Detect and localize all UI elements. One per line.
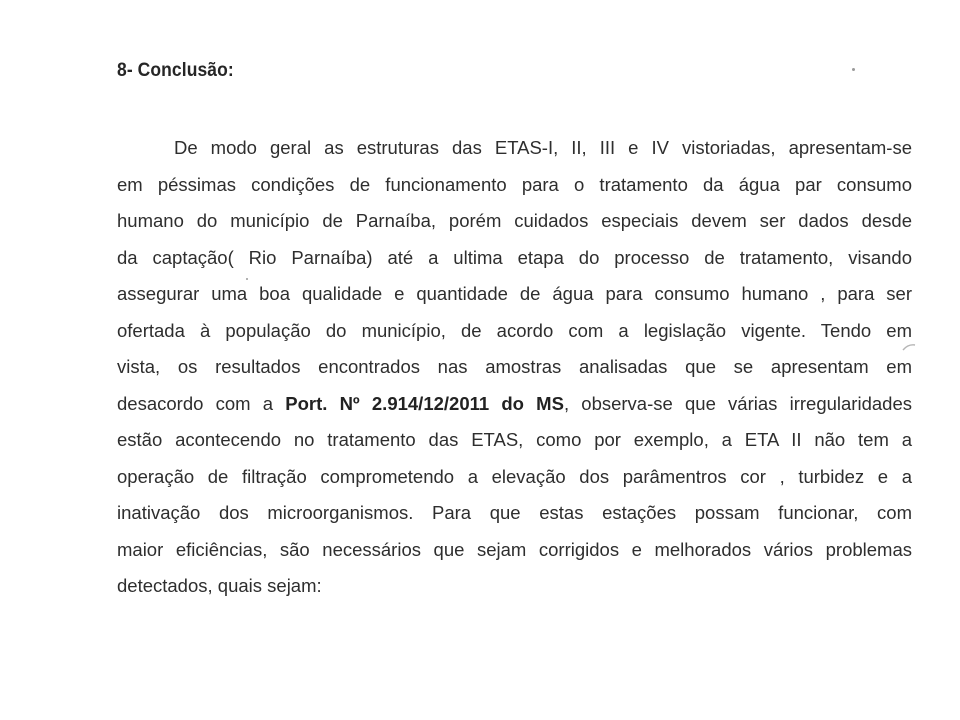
- paragraph-line: da captação( Rio Parnaíba) até a ultima etapa do processo de tratamento, visando: [117, 246, 912, 268]
- section-heading: 8- Conclusão:: [117, 60, 234, 81]
- paragraph-line: maior eficiências, são necessários que sejam corrigidos e melhorados vários problemas: [117, 538, 912, 560]
- paragraph-line: humano do município de Parnaíba, porém cuidados especiais devem ser dados desde: [117, 210, 912, 231]
- scan-pen-mark: [902, 342, 916, 352]
- line-text-before-citation: desacordo com a: [117, 392, 286, 414]
- paragraph-line: vista, os resultados encontrados nas amostras analisadas que se apresentam em: [117, 356, 912, 377]
- paragraph-line: De modo geral as estruturas das ETAS-I, II, III e IV vistoriadas, apresentam-se: [174, 137, 912, 158]
- line-text-after-citation: , observa-se que várias irregularidades: [563, 392, 912, 414]
- conclusion-paragraph: [117, 130, 912, 605]
- scan-speck: [246, 278, 248, 280]
- paragraph-line: assegurar uma boa qualidade e quantidade de água para consumo humano , para ser: [117, 283, 912, 304]
- paragraph-line: operação de filtração comprometendo a elevação dos parâmentros cor , turbidez e a: [117, 465, 912, 487]
- regulation-citation: Port. Nº 2.914/12/2011 do MS: [285, 392, 564, 414]
- paragraph-line-with-citation: [117, 386, 912, 423]
- paragraph-line-last: detectados, quais sejam:: [117, 575, 322, 596]
- paragraph-line: estão acontecendo no tratamento das ETAS, como por exemplo, a ETA II não tem a: [117, 429, 912, 450]
- scan-speck: [852, 68, 855, 71]
- paragraph-line: ofertada à população do município, de acordo com a legislação vigente. Tendo em: [117, 319, 912, 341]
- paragraph-line: inativação dos microorganismos. Para que estas estações possam funcionar, com: [117, 502, 912, 523]
- paragraph-line: em péssimas condições de funcionamento para o tratamento da água par consumo: [117, 173, 912, 195]
